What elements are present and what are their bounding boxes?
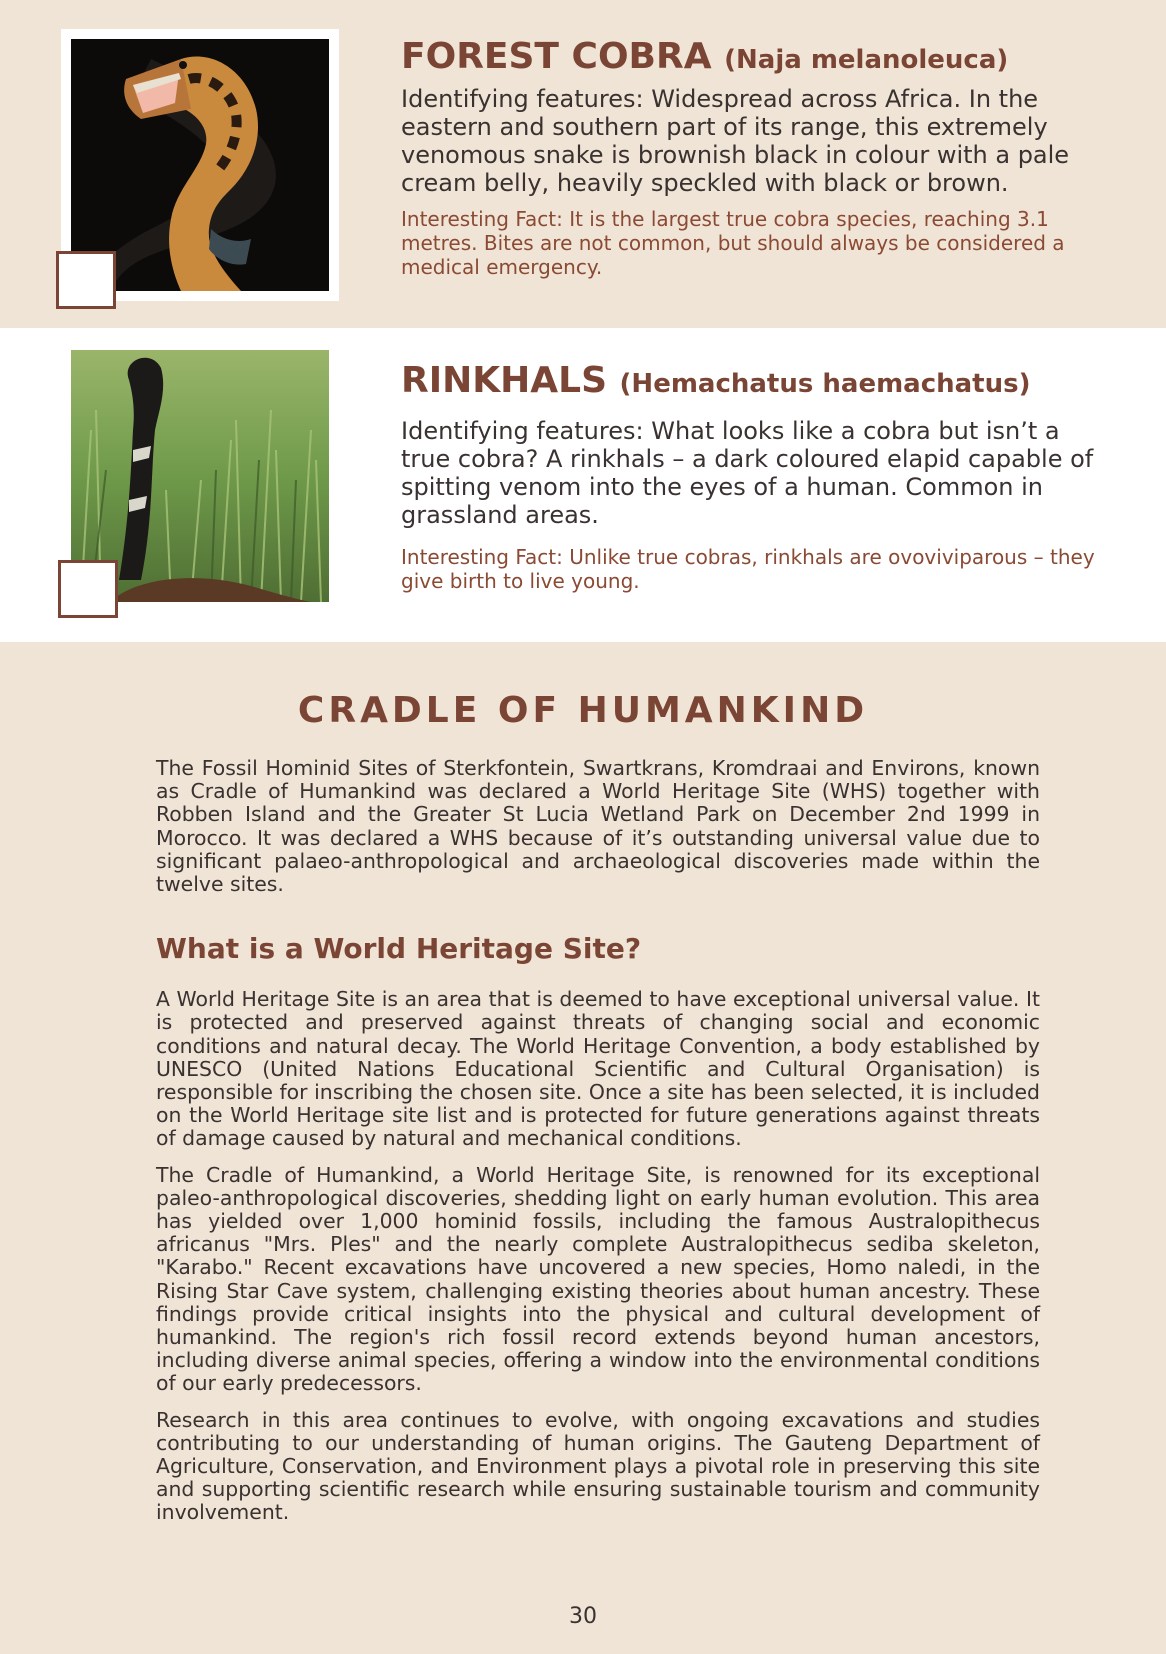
species-interesting-fact: Interesting Fact: Unlike true cobras, rinkhals are ovoviviparous – they give birth to live young. (401, 545, 1095, 593)
intro-paragraph: The Fossil Hominid Sites of Sterkfontein, Swartkrans, Kromdraai and Environs, known as Cradle of Humankind was declared a World Heritage Site (WHS) together with Robben Island and the Greater St Lucia Wetland Park on December 2nd 1999 in Morocco. It was declared a WHS because of it’s outstanding universal value due to significant palaeo-anthropological and archaeological discoveries made within the twelve sites. (156, 756, 1040, 897)
rinkhals-heading (401, 360, 1101, 405)
species-description: Identifying features: Widespread across Africa. In the eastern and southern part of its range, this extremely venomous snake is brownish black in colour with a pale cream belly, heavily speckled with black or brown. (401, 85, 1070, 197)
forest-cobra-corner-box (56, 251, 116, 309)
rinkhals-corner-box (58, 560, 118, 618)
page-number: 30 (569, 1604, 597, 1629)
species-name: RINKHALS (401, 360, 607, 401)
body-paragraph: Research in this area continues to evolve, with ongoing excavations and studies contributing to our understanding of human origins. The Gauteng Department of Agriculture, Conservation, and Environment plays a pivotal role in preserving this site and supporting scientific research while ensuring sustainable tourism and community involvement. (156, 1407, 1040, 1525)
species-latin-name: (Naja melanoleuca) (724, 45, 1009, 75)
section-content (156, 757, 1040, 1525)
forest-cobra-heading (401, 36, 1101, 81)
species-name: FOREST COBRA (401, 36, 712, 77)
section-title: CRADLE OF HUMANKIND (297, 690, 869, 731)
species-interesting-fact: Interesting Fact: It is the largest true cobra species, reaching 3.1 metres. Bites are not common, but should always be considered a medical emergency. (401, 207, 1065, 279)
forest-cobra-entry (401, 36, 1101, 279)
species-description: Identifying features: What looks like a cobra but isn’t a true cobra? A rinkhals – a dark coloured elapid capable of spitting venom into the eyes of a human. Common in grassland areas. (401, 417, 1094, 529)
body-paragraph: A World Heritage Site is an area that is deemed to have exceptional universal value. It is protected and preserved against threats of changing social and economic conditions and natural decay. The World Heritage Convention, a body established by UNESCO (United Nations Educational Scientific and Cultural Organisation) is responsible for inscribing the chosen site. Once a site has been selected, it is included on the World Heritage site list and is protected for future generations against threats of damage caused by natural and mechanical conditions. (156, 987, 1040, 1151)
rinkhals-entry (401, 360, 1101, 593)
world-heritage-subheading: What is a World Heritage Site? (156, 932, 642, 966)
body-paragraph: The Cradle of Humankind, a World Heritage Site, is renowned for its exceptional paleo-anthropological discoveries, shedding light on early human evolution. This area has yielded over 1,000 hominid fossils, including the famous Australopithecus africanus "Mrs. Ples" and the nearly complete Australopithecus sediba skeleton, "Karabo." Recent excavations have uncovered a new species, Homo naledi, in the Rising Star Cave system, challenging existing theories about human ancestry. These findings provide critical insights into the physical and cultural development of humankind. The region's rich fossil record extends beyond human ancestors, including diverse animal species, offering a window into the environmental conditions of our early predecessors. (156, 1162, 1040, 1396)
species-latin-name: (Hemachatus haemachatus) (619, 369, 1031, 399)
